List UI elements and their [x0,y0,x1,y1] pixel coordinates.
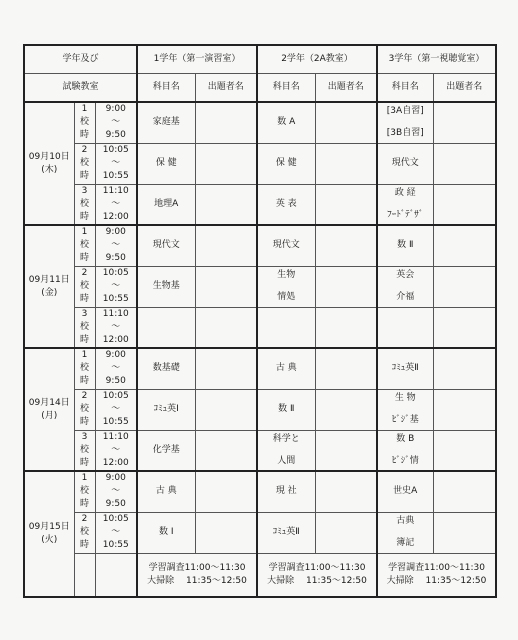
period-suffix-1: 校 [79,240,89,251]
grade-1-author-cell [195,471,257,512]
grade-2-subject-cell [257,184,315,225]
grade-1-author-cell [195,307,257,348]
date-cell [24,471,74,597]
grade-1-author-cell [195,184,257,225]
grade-2-author-label: 出題者名 [315,74,377,103]
grade-3-subject-cell [377,512,433,553]
grade-3-author-cell [433,471,496,512]
period-suffix-1: 校 [79,321,89,332]
period-cell [74,266,95,307]
table-row [24,307,496,348]
period-suffix-1: 校 [79,527,89,537]
grade-2-subject-cell [257,307,315,348]
weekday-text: (火) [41,535,58,545]
period-suffix-2: 時 [79,457,89,468]
time-cell [95,184,137,225]
subject-name: 科学と [272,433,300,444]
period-cell [74,471,95,512]
grade-2-header: 2学年（2A教室） [257,45,377,74]
header-title-line2: 試験教室 [62,82,99,92]
study-survey-note: 学習調査11:00～11:30 [148,562,246,573]
period-number: 1 [81,104,88,115]
period-suffix-1: 校 [79,198,89,209]
grade-3-author-cell [433,348,496,389]
time-cell [95,307,137,348]
time-cell [95,471,137,512]
subject-name: 保 健 [155,158,177,168]
grade-3-subject-cell [377,143,433,184]
start-time: 11:10 [102,308,129,319]
subject-name: 介福 [396,292,415,302]
grade-3-subject-cell [377,307,433,348]
grade-2-subject-cell [257,471,315,512]
period-suffix-1: 校 [79,281,89,291]
table-row [24,389,496,430]
grade-3-subject-cell [377,225,433,266]
table-row [24,430,496,471]
period-suffix-2: 時 [79,376,89,387]
subject-name: 人間 [277,455,296,466]
grade-1-header: 1学年（第一演習室） [137,45,257,74]
period-number: 2 [81,514,88,524]
date-text: 09月11日 [28,274,70,285]
exam-schedule-table [23,44,497,598]
table-row [24,143,496,184]
subject-name: 古 典 [155,486,177,497]
date-cell [24,348,74,471]
grade-3-author-cell [433,430,496,471]
notes-blank-period [74,553,95,597]
period-cell [74,348,95,389]
grade-2-author-cell [315,471,377,512]
grade-2-author-cell [315,348,377,389]
grade-3-notes-cell [377,553,496,597]
grade-3-author-cell [433,143,496,184]
period-suffix-2: 時 [79,130,89,141]
subject-name: 数 B [396,433,415,444]
study-survey-note: 学習調査11:00～11:30 [268,562,366,573]
period-cell [74,102,95,143]
subject-name: [3A自習] [386,106,424,117]
end-time: 9:50 [105,376,126,387]
subject-name: 地理A [154,198,179,209]
grade-3-author-cell [433,266,496,307]
grade-2-subject-cell [257,512,315,553]
time-separator: ～ [111,444,121,455]
grade-3-subject-cell [377,389,433,430]
time-cell [95,348,137,389]
time-separator: ～ [111,158,121,168]
grade-3-author-cell [433,184,496,225]
grade-3-author-cell [433,225,496,266]
period-number: 1 [81,473,88,484]
header-title-cell-2 [24,74,137,103]
notes-row [24,553,496,597]
grade-2-subject-cell [257,430,315,471]
grade-1-author-cell [195,143,257,184]
time-separator: ～ [111,486,121,497]
study-survey-note: 学習調査11:00～11:30 [388,562,485,573]
start-time: 10:05 [102,145,129,155]
time-separator: ～ [111,404,121,414]
period-cell [74,307,95,348]
period-suffix-1: 校 [79,117,89,128]
grade-2-author-cell [315,389,377,430]
subject-name: 現 社 [275,486,297,497]
subject-name: 現代文 [272,240,300,251]
grade-2-author-cell [315,102,377,143]
grade-1-subject-cell [137,430,195,471]
cleaning-note: 大掃除 11:35～12:50 [267,575,367,586]
header-title-line1: 学年及び [62,54,99,64]
end-time: 10:55 [102,417,129,427]
subject-name: 家庭基 [152,117,180,128]
period-suffix-2: 時 [79,417,89,427]
subject-name: [3B自習] [386,128,424,139]
period-cell [74,143,95,184]
period-suffix-1: 校 [79,363,89,374]
subject-name: 生物基 [152,281,180,291]
grade-2-author-cell [315,184,377,225]
grade-2-author-cell [315,512,377,553]
grade-3-subject-cell [377,102,433,143]
end-time: 10:55 [102,540,129,550]
table-row [24,225,496,266]
grade-3-subject-label: 科目名 [377,74,433,103]
grade-3-header: 3学年（第一視聴覚室） [377,45,496,74]
grade-1-author-cell [195,512,257,553]
end-time: 12:00 [102,457,129,468]
time-cell [95,512,137,553]
subject-name: ｺﾐｭ英Ⅱ [391,363,419,374]
period-suffix-1: 校 [79,486,89,497]
period-suffix-2: 時 [79,499,89,510]
grade-3-author-label: 出題者名 [433,74,496,103]
period-number: 1 [81,350,88,361]
grade-3-subject-cell [377,471,433,512]
weekday-text: (木) [41,164,58,175]
end-time: 9:50 [105,499,126,510]
grade-1-subject-cell [137,471,195,512]
period-suffix-2: 時 [79,540,89,550]
weekday-text: (金) [41,287,58,298]
subject-name: ﾌｰﾄﾞﾃﾞｻﾞ [387,209,424,220]
period-cell [74,512,95,553]
time-cell [95,102,137,143]
grade-2-subject-cell [257,225,315,266]
date-cell [24,225,74,348]
exam-schedule-sheet [23,44,497,598]
subject-name: 英 表 [275,198,297,209]
subject-name: 政 経 [394,187,416,198]
period-cell [74,184,95,225]
end-time: 10:55 [102,171,129,181]
subject-name: 化学基 [152,444,180,455]
time-separator: ～ [111,117,121,128]
grade-1-notes-cell [137,553,257,597]
time-separator: ～ [111,527,121,537]
subject-name: 数 Ⅰ [158,527,174,537]
grade-1-subject-cell [137,184,195,225]
subject-name: 古 典 [275,363,297,374]
grade-2-subject-cell [257,389,315,430]
subject-name: 数基礎 [152,363,180,374]
start-time: 9:00 [105,473,126,484]
grade-2-author-cell [315,430,377,471]
time-cell [95,266,137,307]
grade-1-author-label: 出題者名 [195,74,257,103]
table-row [24,348,496,389]
subject-name: 数 Ⅱ [397,240,414,251]
subject-name: 古典 [396,516,415,526]
grade-1-subject-cell [137,307,195,348]
subject-name: 生物 [277,270,296,280]
period-suffix-2: 時 [79,334,89,345]
subject-name: 保 健 [275,158,297,168]
end-time: 10:55 [102,294,129,304]
subject-name: 世史A [393,486,418,497]
grade-3-subject-cell [377,430,433,471]
period-suffix-2: 時 [79,294,89,304]
subject-name: 数 Ⅱ [278,404,295,414]
period-number: 2 [81,145,88,155]
start-time: 10:05 [102,268,129,278]
grade-3-subject-cell [377,184,433,225]
subject-name: 情処 [277,292,296,302]
period-cell [74,430,95,471]
date-text: 09月14日 [28,397,70,408]
start-time: 11:10 [102,185,129,196]
table-row [24,266,496,307]
start-time: 9:00 [105,227,126,238]
time-cell [95,430,137,471]
grade-1-subject-cell [137,143,195,184]
grade-3-author-cell [433,102,496,143]
grade-1-author-cell [195,102,257,143]
grade-3-subject-cell [377,348,433,389]
start-time: 9:00 [105,104,126,115]
period-cell [74,389,95,430]
subject-name: 簿記 [396,538,415,548]
subject-name: ｺﾐｭ英Ⅰ [153,404,179,414]
grade-2-author-cell [315,307,377,348]
period-cell [74,225,95,266]
grade-1-subject-cell [137,266,195,307]
grade-1-author-cell [195,430,257,471]
subject-name: 現代文 [152,240,180,251]
start-time: 11:10 [102,431,129,442]
grade-2-author-cell [315,225,377,266]
period-suffix-1: 校 [79,404,89,414]
period-suffix-2: 時 [79,171,89,181]
subject-name: ﾋﾞｼﾞ基 [391,415,419,425]
period-number: 2 [81,391,88,401]
cleaning-note: 大掃除 11:35～12:50 [147,575,247,586]
table-row [24,471,496,512]
grade-3-subject-cell [377,266,433,307]
end-time: 9:50 [105,253,126,264]
date-text: 09月15日 [28,522,70,532]
table-row [24,102,496,143]
grade-1-subject-cell [137,389,195,430]
notes-blank-time [95,553,137,597]
end-time: 9:50 [105,130,126,141]
subject-name: 数 A [277,117,296,128]
time-separator: ～ [111,363,121,374]
grade-3-author-cell [433,389,496,430]
time-separator: ～ [111,240,121,251]
grade-3-author-cell [433,307,496,348]
grade-2-author-cell [315,266,377,307]
period-suffix-2: 時 [79,253,89,264]
grade-1-subject-cell [137,512,195,553]
time-cell [95,389,137,430]
grade-2-author-cell [315,143,377,184]
grade-1-subject-cell [137,102,195,143]
period-number: 3 [81,431,88,442]
grade-1-author-cell [195,266,257,307]
grade-1-author-cell [195,225,257,266]
date-text: 09月10日 [28,151,70,162]
grade-2-subject-label: 科目名 [257,74,315,103]
weekday-text: (月) [41,410,58,421]
grade-2-notes-cell [257,553,377,597]
time-separator: ～ [111,198,121,209]
grade-1-subject-cell [137,225,195,266]
time-separator: ～ [111,321,121,332]
subject-name: ﾋﾞｼﾞ情 [391,455,419,466]
start-time: 10:05 [102,391,129,401]
grade-2-subject-cell [257,266,315,307]
table-row [24,184,496,225]
start-time: 9:00 [105,350,126,361]
grade-2-subject-cell [257,348,315,389]
time-separator: ～ [111,281,121,291]
grade-1-subject-cell [137,348,195,389]
grade-1-subject-label: 科目名 [137,74,195,103]
period-suffix-2: 時 [79,211,89,222]
date-cell [24,102,74,225]
period-number: 2 [81,268,88,278]
subject-name: 生 物 [394,393,416,403]
time-cell [95,143,137,184]
period-number: 3 [81,308,88,319]
end-time: 12:00 [102,334,129,345]
period-number: 1 [81,227,88,238]
grade-1-author-cell [195,348,257,389]
subject-name: 現代文 [391,158,419,168]
subject-name: ｺﾐｭ英Ⅱ [272,527,300,537]
grade-2-subject-cell [257,102,315,143]
period-suffix-1: 校 [79,158,89,168]
end-time: 12:00 [102,211,129,222]
grade-1-author-cell [195,389,257,430]
period-number: 3 [81,185,88,196]
period-suffix-1: 校 [79,444,89,455]
subject-name: 英会 [396,270,415,280]
time-cell [95,225,137,266]
grade-2-subject-cell [257,143,315,184]
table-row [24,512,496,553]
grade-3-author-cell [433,512,496,553]
start-time: 10:05 [102,514,129,524]
header-title-cell [24,45,137,74]
cleaning-note: 大掃除 11:35～12:50 [386,575,487,586]
